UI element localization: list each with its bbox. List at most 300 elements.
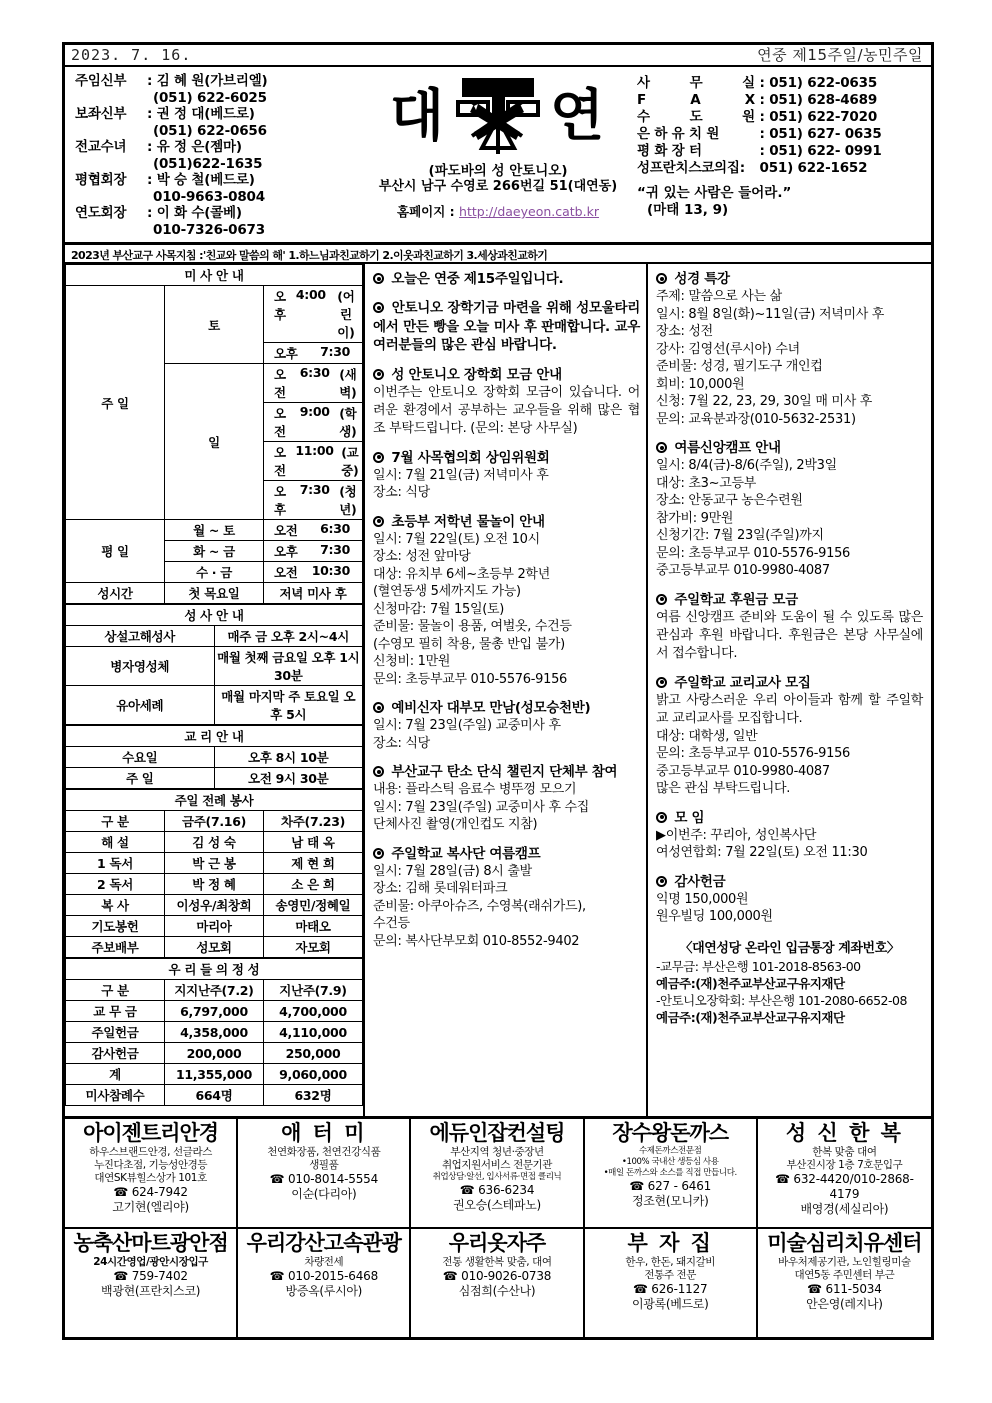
advertiser-contact-person: 고기현(엘리야) [112, 1200, 189, 1214]
row-label: 미사참례수 [66, 1085, 165, 1106]
advertiser-contact-person: 이광록(베드로) [631, 1297, 709, 1311]
contact-label-part: A [690, 92, 701, 108]
mass-time-cell [264, 442, 363, 481]
mass-time-inner [266, 344, 360, 362]
announcement-item [373, 513, 640, 689]
announcement-line: (수영모 필히 착용, 물총 반입 불가) [373, 636, 565, 652]
liturgy-service-table [65, 789, 363, 958]
mass-time-cell [264, 562, 363, 583]
mass-time-inner [266, 287, 360, 341]
verse-reference: (마태 13, 9) [647, 202, 729, 218]
diocese-motto-text: 2023년 부산교구 사목지침 :'친교와 말씀의 해' 1.하느님과친교하기 2.이웃과친교하기 3.세상과친교하기 [65, 245, 931, 264]
table-row [66, 874, 363, 895]
announcement-line: 일시: 7월 28일(금) 8시 출발 [373, 863, 532, 879]
mass-time-inner [266, 404, 360, 440]
bank-account-line: 예금주:(재)천주교부산교구유지재단 [656, 975, 845, 991]
mass-time-inner [266, 443, 360, 479]
announcements-column-middle [365, 264, 648, 1116]
advertiser-description: 24시간영업/광안시장입구 [93, 1256, 208, 1268]
announcement-item [656, 674, 923, 798]
mass-time-ampm: 오후 [274, 544, 298, 559]
announcement-title: 모 임 [656, 809, 923, 827]
announcement-line: 단체사진 촬영(개인컵도 지참) [373, 817, 538, 832]
bulletin-body [65, 264, 931, 1119]
mass-time-cell [264, 343, 363, 364]
bullet-icon [373, 302, 384, 313]
announcement-line: 일시: 7월 23일(주일) 교중미사 후 수집 [373, 799, 590, 815]
contact-row: F A X : 051) 628-4689 [637, 92, 878, 108]
contact-label [637, 92, 755, 109]
phone-icon: ☎ [442, 1269, 458, 1283]
row-value-primary: 성모회 [165, 937, 264, 958]
row-value-primary: 박 근 봉 [165, 853, 264, 874]
announcement-title: 주일학교 복사단 여름캠프 [373, 845, 640, 863]
announcement-body: 밝고 사랑스러운 우리 아이들과 함께 할 주일학교 교리교사를 모집합니다. [656, 692, 923, 726]
advertiser-description: •100% 국내산 생등심 사용 [621, 1157, 719, 1167]
announcement-line: 준비물: 물놀이 용품, 여벌옷, 수건등 [373, 619, 572, 634]
advertisement-card[interactable] [411, 1229, 584, 1337]
bulletin-date: 2023. 7. 16. [71, 46, 192, 64]
mass-time-hm: 4:00 [295, 287, 326, 302]
announcement-item [373, 366, 640, 438]
staff-row: 전교수녀 : 유 정 은(젬마) [75, 139, 242, 155]
parish-address: 부산시 남구 수영로 266번길 51(대연동) [378, 179, 618, 194]
announcement-line: 일시: 7월 21일(금) 저녁미사 후 [373, 467, 549, 483]
table-row [66, 895, 363, 916]
bullet-icon [373, 452, 384, 463]
advertisement-card[interactable] [238, 1119, 411, 1227]
announcement-line: 중고등부교무 010-9980-4087 [656, 763, 830, 779]
row-label: 복 사 [66, 895, 165, 916]
phone-icon: ☎ [807, 1282, 822, 1296]
announcement-line: 문의: 초등부교무 010-5576-9156 [373, 671, 568, 687]
mass-day-cell: 일 [165, 364, 264, 520]
staff-role: 평협회장 [75, 172, 127, 188]
bullet-icon [373, 766, 384, 777]
mass-time-hm: 7:30 [320, 542, 350, 557]
advertisement-card[interactable] [238, 1229, 411, 1337]
announcement-body: 여름 신앙캠프 준비와 도움이 될 수 있도록 많은 관심과 후원 바랍니다. 후원금은 본당 사무실에서 접수합니다. [656, 609, 923, 661]
row-value-secondary: 250,000 [264, 1043, 363, 1064]
announcement-title: 주일학교 후원금 모금 [656, 591, 923, 609]
row-value-secondary: 마태오 [264, 916, 363, 937]
table-row [66, 1043, 363, 1064]
announcement-line: 여성연합회: 7월 22일(토) 오전 11:30 [656, 845, 868, 860]
advertiser-phone: ☎ 010-9026-0738 [442, 1269, 552, 1283]
contact-phone: 051) 622-1652 [759, 160, 868, 176]
advertiser-name: 에듀인잡컨설팅 [429, 1121, 565, 1145]
table-row [66, 1064, 363, 1085]
announcement-item [656, 439, 923, 580]
announcement-item [656, 809, 923, 862]
row-value-primary: 4,358,000 [165, 1022, 264, 1043]
advertisement-row [65, 1229, 931, 1337]
advertiser-description: 부산지역 청년·중장년 [450, 1146, 544, 1158]
mass-time-hm: 7:30 [320, 344, 350, 359]
advertiser-description: 한우, 한돈, 돼지갈비 [625, 1256, 716, 1268]
homepage-link[interactable]: http://daeyeon.catb.kr [459, 204, 599, 219]
advertiser-description: 대연SK뷰힐스상가 101호 [94, 1172, 207, 1184]
advertisement-card[interactable] [585, 1229, 758, 1337]
row-label: 감사헌금 [66, 1043, 165, 1064]
diocese-motto-band [65, 245, 931, 264]
bullet-icon [373, 369, 384, 380]
advertiser-description: 천연화장품, 천연건강식품 [267, 1146, 381, 1158]
mass-time-inner [266, 563, 360, 581]
contact-label-part: 실 [742, 75, 755, 91]
announcement-item [656, 270, 923, 428]
row-value-primary: 마리아 [165, 916, 264, 937]
staff-phone: (051) 622-0656 [153, 122, 267, 139]
announcement-line: ▶이번주: 꾸리아, 성인복사단 [656, 827, 817, 843]
mass-time-cell [264, 481, 363, 520]
contact-label-part: 원 [742, 109, 755, 125]
announcement-line: 일시: 7월 22일(토) 오전 10시 [373, 531, 540, 547]
row-value: 매월 첫째 금요일 오후 1시 30분 [214, 647, 363, 686]
mass-time-ampm: 오후 [274, 289, 286, 322]
advertiser-contact-person: 심점희(수산나) [458, 1284, 536, 1298]
table-row [66, 583, 363, 604]
advertiser-contact-person: 권오승(스테파노) [453, 1198, 541, 1212]
phone-icon: ☎ [632, 1282, 648, 1296]
announcement-line: 장소: 성전 [656, 324, 713, 339]
contact-row: 수 도 원 : 051) 622-7020 [637, 109, 878, 125]
contact-label: 성프란치스코의집: [637, 160, 745, 176]
contact-phone: 051) 622-0635 [769, 75, 878, 91]
sacrament-table-title: 성 사 안 내 [66, 605, 363, 626]
bullet-icon [373, 273, 384, 284]
announcement-title: 부산교구 탄소 단식 챌린지 단체부 참여 [373, 763, 640, 781]
table-row [66, 1085, 363, 1106]
row-value-primary: 박 정 혜 [165, 874, 264, 895]
offering-table [65, 958, 363, 1106]
staff-row: 연도회장 : 이 화 수(콜베) [75, 205, 242, 221]
advertisement-card[interactable] [65, 1229, 238, 1337]
column-header: 구 분 [66, 980, 165, 1001]
mass-time-hm: 7:30 [299, 482, 330, 497]
advertiser-phone: ☎ 627 - 6461 [629, 1179, 712, 1193]
row-label: 해 설 [66, 832, 165, 853]
advertisement-card[interactable] [65, 1119, 238, 1227]
announcement-line: 회비: 10,000원 [656, 376, 745, 392]
table-row [66, 647, 363, 686]
advertiser-description: 누진다초점, 기능성안경등 [94, 1159, 208, 1171]
mass-time-ampm: 오전 [274, 406, 286, 439]
table-row [66, 686, 363, 725]
staff-role: 전교수녀 [75, 139, 127, 155]
row-value: 오후 8시 10분 [214, 747, 363, 768]
advertisement-section [65, 1119, 931, 1337]
advertiser-description: •매일 돈까스와 소스를 직접 만듭니다. [603, 1168, 737, 1178]
announcement-line: 중고등부교무 010-9980-4087 [656, 563, 830, 578]
contact-label-part: X [744, 92, 755, 108]
contact-label-part: 도 [689, 109, 703, 125]
bulletin-page [62, 42, 934, 1340]
announcement-title: 성경 특강 [656, 270, 923, 288]
announcement-line: 많은 관심 부탁드립니다. [656, 781, 791, 796]
mass-time-ampm: 오전 [274, 523, 298, 538]
liturgical-season-title: 연중 제15주일/농민주일 [757, 46, 923, 64]
row-value: 매주 금 오후 2시~4시 [214, 626, 363, 647]
advertiser-description: 대연5동 주민센터 부근 [794, 1269, 895, 1281]
announcement-item [656, 591, 923, 663]
table-row [66, 768, 363, 789]
row-label: 2 독서 [66, 874, 165, 895]
cross-emblem-icon [452, 74, 544, 160]
advertisement-card[interactable] [758, 1229, 931, 1337]
bank-account-block [656, 940, 923, 1026]
table-row [66, 1001, 363, 1022]
contact-label [637, 75, 755, 92]
advertiser-contact-person: 방증옥(루시아) [285, 1284, 363, 1298]
mass-time-inner [266, 482, 360, 518]
mass-time-ampm: 오전 [274, 445, 286, 478]
advertisement-card[interactable] [411, 1119, 584, 1227]
announcement-line: 일시: 8/4(금)-8/6(주일), 2박3일 [656, 458, 837, 473]
mass-time-tag: (청년) [339, 484, 357, 517]
mass-time-tag: (어린이) [337, 289, 355, 340]
advertiser-description: 바우처제공기관, 노인힐링미술 [778, 1256, 911, 1268]
mass-group-cell: 성시간 [66, 583, 165, 604]
bullet-icon [656, 594, 667, 605]
bullet-icon [373, 848, 384, 859]
announcement-line: 내용: 플라스틱 음료수 병뚜껑 모으기 [373, 782, 577, 797]
advertiser-phone: ☎ 010-2015-6468 [269, 1269, 379, 1283]
contact-label-part: F [637, 92, 647, 108]
contact-label-part: 수 [637, 109, 650, 125]
row-label: 주일헌금 [66, 1022, 165, 1043]
advertiser-phone: ☎ 010-8014-5554 [269, 1172, 379, 1186]
row-label: 상설고해성사 [66, 626, 215, 647]
table-row [66, 520, 363, 541]
parish-identity [365, 67, 631, 242]
row-label: 유아세례 [66, 686, 215, 725]
announcement-line: 참가비: 9만원 [656, 510, 734, 526]
announcement-line: 장소: 식당 [373, 735, 430, 751]
staff-row: 평협회장 : 박 승 철(베드로) [75, 172, 255, 188]
mass-time-ampm: 오후 [274, 484, 286, 517]
advertiser-description: 전통주 전문 [644, 1269, 697, 1281]
staff-row: 보좌신부 : 권 정 대(베드로) [75, 106, 255, 122]
announcement-line: 준비물: 성경, 필기도구 개인컵 [656, 359, 823, 374]
liturgy-table-title: 주일 전례 봉사 [66, 790, 363, 811]
header-main [65, 67, 931, 245]
advertiser-phone: ☎ 636-6234 [459, 1183, 535, 1197]
homepage-label: 홈페이지 : [397, 204, 455, 219]
advertisement-card[interactable] [758, 1119, 931, 1227]
announcement-line: 신청마감: 7월 15일(토) [373, 601, 505, 617]
table-row [66, 286, 363, 343]
announcement-item [373, 270, 640, 288]
mass-time-hm: 11:00 [295, 443, 334, 458]
parish-homepage [367, 202, 629, 220]
mass-table-title: 미 사 안 내 [66, 265, 363, 286]
bank-account-heading: 〈대연성당 온라인 입금통장 계좌번호〉 [679, 940, 900, 956]
phone-icon: ☎ [269, 1172, 285, 1186]
contact-label [637, 109, 755, 126]
mass-day-cell: 화 ~ 금 [165, 541, 264, 562]
mass-time-inner [266, 521, 360, 539]
mass-time-hm: 6:30 [299, 365, 330, 380]
column-header: 금주(7.16) [165, 811, 264, 832]
staff-phone: 010-7326-0673 [153, 221, 265, 238]
table-row [66, 937, 363, 958]
advertiser-name: 아이젠트리안경 [83, 1121, 219, 1145]
mass-time-inner [266, 365, 360, 401]
mass-time-inner [266, 542, 360, 560]
row-label: 병자영성체 [66, 647, 215, 686]
logo-char-left: 대 [389, 84, 446, 149]
advertiser-description: 차량전세 [304, 1256, 344, 1268]
announcement-line: 문의: 교육분과장(010-5632-2531) [656, 411, 856, 427]
row-label: 계 [66, 1064, 165, 1085]
mass-day-cell: 첫 목요일 [165, 583, 264, 604]
announcement-item [656, 873, 923, 926]
row-label: 수요일 [66, 747, 215, 768]
row-value-primary: 200,000 [165, 1043, 264, 1064]
advertiser-name: 농축산마트광안점 [73, 1231, 228, 1255]
row-value-secondary: 남 태 옥 [264, 832, 363, 853]
announcement-title: 감사헌금 [656, 873, 923, 891]
row-value-secondary: 9,060,000 [264, 1064, 363, 1085]
mass-time-cell [264, 403, 363, 442]
announcement-line: 대상: 대학생, 일반 [656, 728, 758, 744]
advertiser-contact-person: 이순(다리아) [291, 1187, 357, 1201]
staff-phone: 010-9663-0804 [153, 188, 265, 205]
mass-group-cell: 주 일 [66, 286, 165, 520]
offering-table-title: 우 리 들 의 정 성 [66, 959, 363, 980]
mass-time-hm: 10:30 [311, 563, 350, 578]
announcement-title: 초등부 저학년 물놀이 안내 [373, 513, 640, 531]
bullet-icon [373, 702, 384, 713]
bank-account-line: -교무금: 부산은행 101-2018-8563-00 [656, 958, 861, 974]
advertiser-description: 부산진시장 1층 7호문입구 [786, 1159, 903, 1171]
contact-phone: 051) 622- 0991 [769, 143, 882, 159]
row-value-secondary: 632명 [264, 1085, 363, 1106]
catechism-table-title: 교 리 안 내 [66, 726, 363, 747]
advertiser-phone: ☎ 632-4420/010-2868-4179 [775, 1172, 914, 1201]
announcement-line: 대상: 유치부 6세~초등부 2학년 [373, 566, 550, 582]
table-row [66, 626, 363, 647]
announcement-item [373, 845, 640, 951]
advertiser-description: 하우스브랜드안경, 선글라스 [89, 1146, 212, 1158]
advertisement-row [65, 1119, 931, 1229]
row-label: 주보배부 [66, 937, 165, 958]
column-header: 지지난주(7.2) [165, 980, 264, 1001]
advertiser-name: 미술심리치유센터 [767, 1231, 922, 1255]
announcement-body: 이번주는 안토니오 장학회 모금이 있습니다. 어려운 환경에서 공부하는 교우들을 위해 많은 협조 부탁드립니다. (문의: 본당 사무실) [373, 384, 640, 436]
contact-phone: 051) 622-7020 [769, 109, 878, 125]
contact-row [637, 160, 925, 177]
mass-group-cell: 평 일 [66, 520, 165, 583]
announcement-item [373, 449, 640, 502]
staff-role: 보좌신부 [75, 106, 127, 122]
row-value-primary: 664명 [165, 1085, 264, 1106]
mass-time-tag: (학생) [339, 406, 357, 439]
mass-time-ampm: 오전 [274, 367, 286, 400]
verse-text: “귀 있는 사람은 들어라.” [637, 185, 792, 201]
parish-staff-list [65, 67, 365, 242]
announcement-title: 여름신앙캠프 안내 [656, 439, 923, 457]
row-value-secondary: 4,700,000 [264, 1001, 363, 1022]
table-row [66, 1022, 363, 1043]
announcement-line: 수건등 [373, 916, 410, 931]
mass-time-cell: 저녁 미사 후 [264, 583, 363, 604]
advertiser-description: 한복 맞춤 대여 [812, 1146, 877, 1158]
phone-icon: ☎ [113, 1185, 129, 1199]
advertiser-name: 애 터 미 [281, 1121, 367, 1145]
announcement-line: 강사: 김영선(루시아) 수녀 [656, 341, 800, 357]
bullet-icon [373, 516, 384, 527]
column-header: 구 분 [66, 811, 165, 832]
staff-phone: (051)622-1635 [153, 155, 263, 172]
staff-row: 주임신부 : 김 혜 원(가브리엘) [75, 73, 268, 89]
bullet-icon [656, 442, 667, 453]
mass-day-cell: 월 ~ 토 [165, 520, 264, 541]
bank-account-line: 예금주:(재)천주교부산교구유지재단 [656, 1009, 845, 1025]
contact-label: 은 하 유 치 원 [637, 126, 720, 142]
advertiser-description: 취업지원서비스 전문기관 [441, 1159, 553, 1171]
staff-name: 김 혜 원(가브리엘) [156, 73, 268, 89]
phone-icon: ☎ [629, 1179, 645, 1193]
staff-name: 이 화 수(콜베) [156, 205, 242, 221]
announcement-inline-body: 안토니오 장학기금 마련을 위해 성모울타리에서 만든 빵을 오늘 미사 후 판매합니다. 교우 여러분들의 많은 관심 바랍니다. [373, 300, 640, 353]
advertiser-name: 우리강산고속관광 [246, 1231, 401, 1255]
advertiser-name: 성 신 한 복 [785, 1121, 903, 1145]
row-value-primary: 김 성 숙 [165, 832, 264, 853]
contact-row: 은 하 유 치 원 : 051) 627- 0635 [637, 126, 882, 142]
advertiser-description: 수제돈까스전문점 [638, 1146, 702, 1156]
row-label: 기도봉헌 [66, 916, 165, 937]
mass-time-tag: (교중) [341, 445, 359, 478]
bullet-icon [656, 273, 667, 284]
row-value-primary: 11,355,000 [165, 1064, 264, 1085]
table-header-row [66, 811, 363, 832]
announcement-line: (혈연동생 5세까지도 가능) [373, 584, 521, 599]
sacrament-table [65, 604, 363, 725]
header-top-strip [65, 45, 931, 67]
parish-logo [367, 71, 629, 163]
mass-time-cell [264, 520, 363, 541]
announcement-item [373, 299, 640, 355]
contact-row: 사 무 실 : 051) 622-0635 [637, 75, 878, 91]
row-value: 매월 마지막 주 토요일 오후 5시 [214, 686, 363, 725]
announcement-line: 익명 150,000원 [656, 891, 749, 907]
announcement-item [373, 699, 640, 752]
announcement-item [373, 763, 640, 834]
phone-icon: ☎ [269, 1269, 285, 1283]
row-label: 1 독서 [66, 853, 165, 874]
announcement-line: 장소: 성전 앞마당 [373, 549, 471, 564]
mass-time-cell [264, 541, 363, 562]
staff-phone: (051) 622-6025 [153, 89, 267, 106]
mass-day-cell: 토 [165, 286, 264, 364]
announcement-line: 신청: 7월 22, 23, 29, 30일 매 미사 후 [656, 394, 873, 409]
advertisement-card[interactable] [585, 1119, 758, 1227]
advertiser-name: 장수왕돈까스 [612, 1121, 729, 1145]
column-header: 차주(7.23) [264, 811, 363, 832]
announcement-line: 준비물: 아쿠아슈즈, 수영복(래쉬가드), [373, 898, 586, 914]
bullet-icon [656, 812, 667, 823]
announcements-column-right [648, 264, 931, 1116]
contact-label-part: 사 [637, 75, 650, 91]
announcement-line: 장소: 김해 롯데워터파크 [373, 881, 508, 896]
announcement-line: 장소: 안동교구 농은수련원 [656, 493, 803, 508]
row-label: 교 무 금 [66, 1001, 165, 1022]
contact-row: 평 화 장 터 : 051) 622- 0991 [637, 143, 882, 159]
staff-role: 주임신부 [75, 73, 127, 89]
mass-time-ampm: 오전 [274, 565, 298, 580]
